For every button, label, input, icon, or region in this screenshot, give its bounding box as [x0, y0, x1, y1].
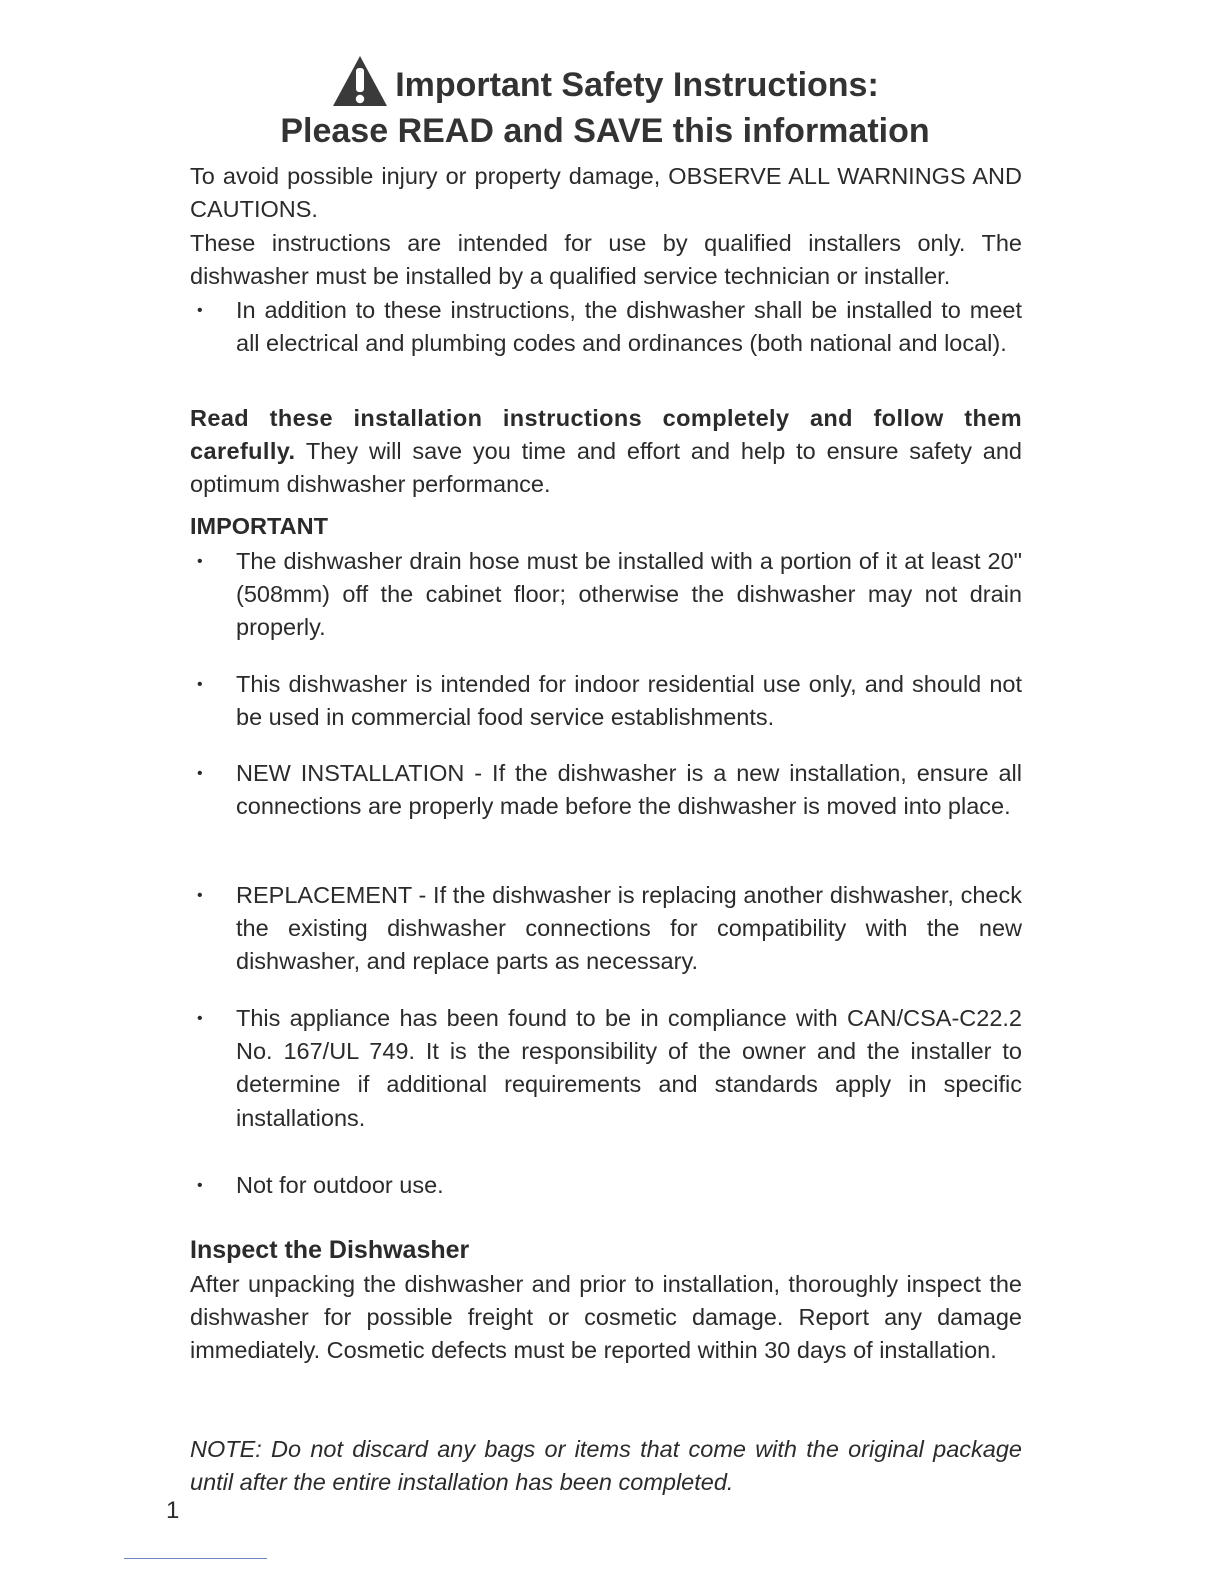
title-line-1: [190, 62, 1020, 108]
bullet-dot: •: [197, 553, 203, 570]
list-item: [190, 1169, 1022, 1202]
bullet-dot: •: [197, 676, 203, 693]
bullet-text: In addition to these instructions, the dishwasher shall be installed to meet all electrical and plumbing codes and ordinances (both national and local).: [236, 297, 1022, 357]
note-paragraph: NOTE: Do not discard any bags or items that come with the original package until after the entire installation has been completed.: [190, 1436, 1022, 1496]
intro-paragraph-2: These instructions are intended for use by qualified installers only. The dishwasher must be installed by a qualified service technician or installer.: [190, 230, 1022, 290]
read-instructions-bold: Read these installation instructions completely and follow them carefully.: [190, 405, 1022, 465]
bullet-dot: •: [197, 887, 203, 904]
title-text-1: Important Safety Instructions:: [395, 66, 879, 104]
intro-paragraph-1: To avoid possible injury or property damage, OBSERVE ALL WARNINGS AND CAUTIONS.: [190, 163, 1022, 223]
inspect-paragraph: After unpacking the dishwasher and prior to installation, thoroughly inspect the dishwasher for possible freight or cosmetic damage. Report any damage immediately. Cosmetic defects must be reported within 30 days of installation.: [190, 1271, 1022, 1364]
page-number: 1: [166, 1497, 180, 1524]
bullet-text: REPLACEMENT - If the dishwasher is replacing another dishwasher, check the existing dishwasher connections for compatibility with the new dishwasher, and replace parts as necessary.: [236, 882, 1022, 975]
bullet-text: Not for outdoor use.: [236, 1172, 444, 1198]
list-item: [190, 879, 1022, 979]
bullet-dot: •: [197, 1177, 203, 1194]
list-item: [190, 757, 1022, 823]
bullet-text: This appliance has been found to be in compliance with CAN/CSA-C22.2 No. 167/UL 749. It is the responsibility of the owner and the installer to determine if additional requirements and standards apply in specific installations.: [236, 1005, 1022, 1131]
bullet-text: The dishwasher drain hose must be installed with a portion of it at least 20" (508mm) off the cabinet floor; otherwise the dishwasher may not drain properly.: [236, 548, 1022, 641]
inspect-heading: Inspect the Dishwasher: [190, 1236, 470, 1264]
list-item: [190, 294, 1022, 360]
list-item: [190, 668, 1022, 734]
list-item: [190, 1002, 1022, 1135]
read-instructions-paragraph: [190, 402, 1022, 502]
bullet-text: This dishwasher is intended for indoor residential use only, and should not be used in commercial food service establishments.: [236, 671, 1022, 731]
title-block: [190, 62, 1020, 154]
bullet-dot: •: [197, 1010, 203, 1027]
important-heading: IMPORTANT: [190, 513, 328, 539]
title-line-2: Please READ and SAVE this information: [280, 112, 930, 150]
footer-divider: [124, 1558, 267, 1559]
list-item: [190, 545, 1022, 645]
read-instructions-rest: They will save you time and effort and help to ensure safety and optimum dishwasher performance.: [190, 438, 1022, 498]
bullet-dot: •: [197, 302, 203, 319]
bullet-dot: •: [197, 765, 203, 782]
bullet-text: NEW INSTALLATION - If the dishwasher is a new installation, ensure all connections are properly made before the dishwasher is moved into place.: [236, 760, 1022, 820]
warning-triangle-icon: [331, 54, 389, 108]
